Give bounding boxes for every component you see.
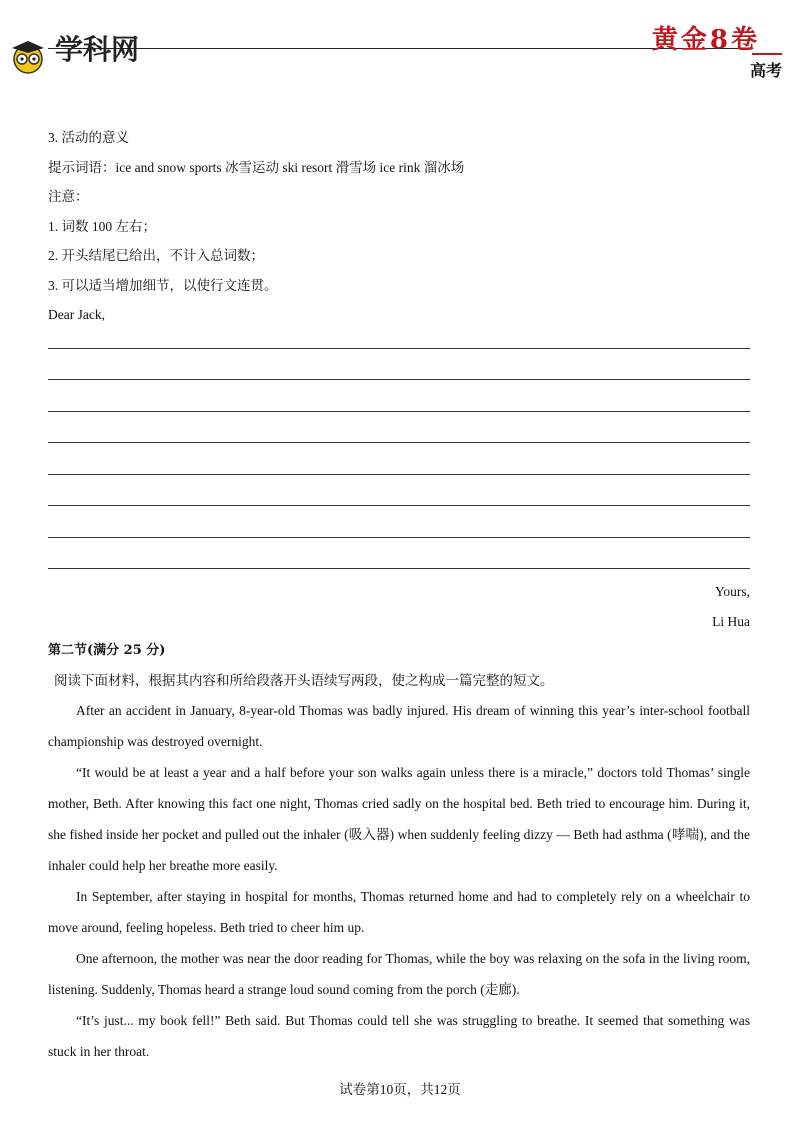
task-item-3: 3. 活动的意义	[48, 130, 129, 145]
brand-rule	[752, 53, 782, 55]
brand-title: 黄金8卷	[651, 25, 760, 55]
section-instruction: 阅读下面材料，根据其内容和所给段落开头语续写两段，使之构成一篇完整的短文。	[54, 672, 554, 688]
writing-line[interactable]	[48, 506, 750, 538]
notice-title: 注意：	[48, 189, 89, 204]
exam-level: 高考	[749, 61, 782, 80]
page-footer: 试卷第10页，共12页	[339, 1082, 461, 1097]
story-paragraph: In September, after staying in hospital for months, Thomas returned home and had to completely rely on a wheelchair to move around, feeling hopeless. Beth tried to cheer him up.	[48, 888, 750, 935]
letter-signature: Li Hua	[712, 613, 750, 629]
section-title: 第二节(满分 25 分)	[48, 643, 166, 658]
story-paragraph: After an accident in January, 8-year-old Thomas was badly injured. His dream of winning this year’s inter-school football championship was destroyed overnight.	[48, 702, 750, 749]
story-paragraph: One afternoon, the mother was near the door reading for Thomas, while the boy was relaxing on the sofa in the living room, listening. Suddenly, Thomas heard a strange loud sound coming from the porch (走廊).	[48, 950, 750, 997]
writing-line[interactable]	[48, 330, 750, 349]
writing-line[interactable]	[48, 412, 750, 444]
letter-greeting: Dear Jack,	[48, 307, 105, 322]
page-header	[0, 0, 800, 90]
note-item: 2. 开头结尾已给出，不计入总词数；	[48, 248, 264, 263]
story-paragraph: “It’s just... my book fell!” Beth said. But Thomas could tell she was struggling to breathe. It seemed that something was stuck in her throat.	[48, 1012, 750, 1059]
writing-line[interactable]	[48, 443, 750, 475]
note-item: 1. 词数 100 左右；	[48, 218, 156, 234]
writing-line[interactable]	[48, 349, 750, 381]
note-item: 3. 可以适当增加细节，以使行文连贯。	[48, 277, 278, 293]
logo-text: 学科网	[55, 33, 140, 66]
page-content	[48, 123, 750, 1067]
hint-words: 提示词语：ice and snow sports 冰雪运动 ski resort 滑雪场 ice rink 溜冰场	[48, 159, 465, 175]
letter-closing: Yours,	[714, 584, 750, 599]
writing-area[interactable]	[48, 330, 750, 570]
writing-line[interactable]	[48, 475, 750, 507]
logo-mascot-icon	[10, 38, 46, 74]
writing-line[interactable]	[48, 380, 750, 412]
story-paragraph: “It would be at least a year and a half before your son walks again unless there is a miracle,” doctors told Thomas’ single mother, Beth. After knowing this fact one night, Thomas cried sadly on the hospital bed. Beth tried to encourage him. During it, she fished inside her pocket and pulled out the inhaler (吸入器) when suddenly feeling dizzy — Beth had asthma (哮喘), and the inhaler could help her breathe more easily.	[48, 764, 750, 873]
writing-line[interactable]	[48, 538, 750, 570]
header-rule	[48, 48, 750, 49]
